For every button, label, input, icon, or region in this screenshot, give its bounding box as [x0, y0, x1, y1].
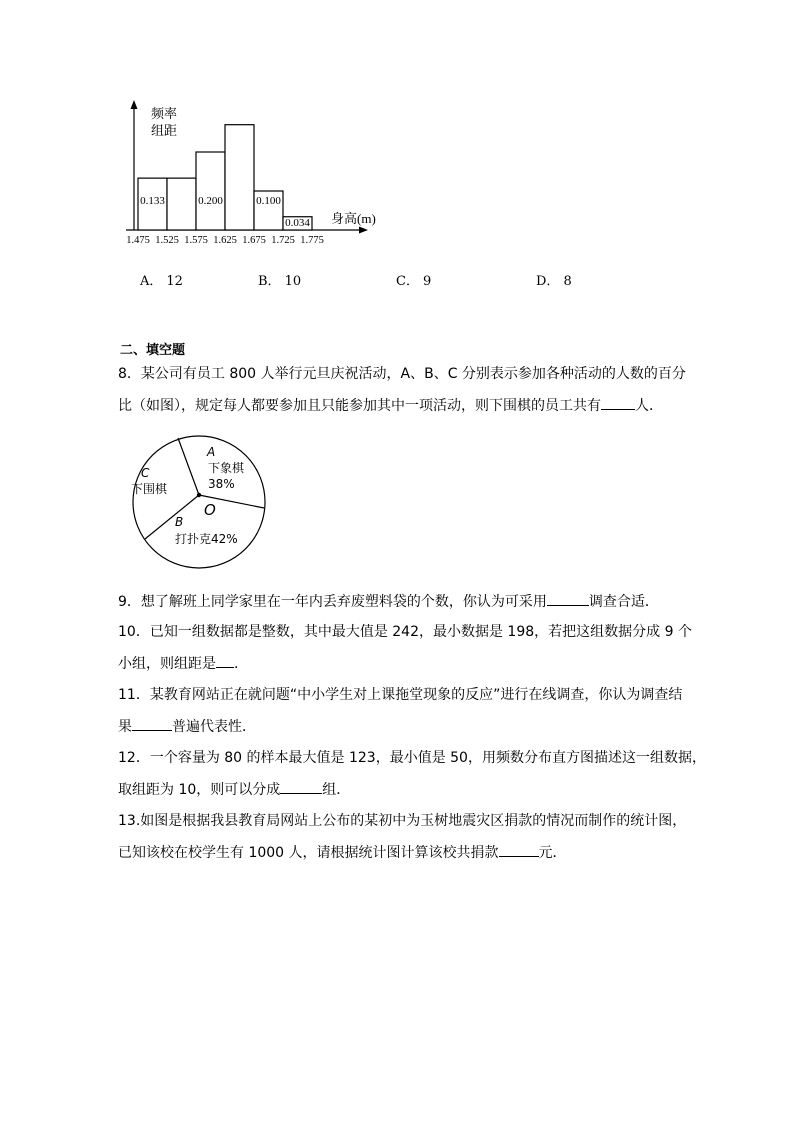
histogram-bar [196, 152, 225, 230]
x-tick-label: 1.475 [126, 235, 150, 246]
x-axis-arrow [359, 227, 368, 234]
pie-chart [128, 432, 273, 570]
x-tick-label: 1.625 [213, 235, 237, 246]
question-8-line-1: 8．某公司有员工 800 人举行元旦庆祝活动，A、B、C 分别表示参加各种活动的人数的百分 [118, 366, 686, 382]
histogram-bar [225, 125, 254, 230]
question-11-suffix: 普遍代表性． [172, 719, 256, 735]
pie-label-c-name: 下围棋 [131, 482, 168, 496]
x-tick-label: 1.775 [300, 235, 324, 246]
question-9-blank[interactable] [547, 591, 589, 606]
question-10-suffix: . [234, 656, 239, 672]
histogram-chart [118, 95, 398, 255]
bar-value-label: 0.133 [140, 195, 165, 207]
question-8-text: 比（如图），规定每人都要参加且只能参加其中一项活动，则下围棋的员工共有 [118, 398, 601, 414]
question-13-suffix: 元． [538, 845, 567, 861]
question-13-blank[interactable] [499, 842, 539, 857]
choice-a-value: 12 [166, 274, 183, 289]
pie-center-dot [197, 493, 201, 497]
choice-c[interactable] [396, 270, 431, 289]
pie-svg [128, 432, 273, 570]
choice-d[interactable] [536, 270, 572, 289]
choice-b-value: 10 [284, 274, 302, 289]
choice-d-letter: D． [536, 274, 560, 289]
bar-value-label: 0.100 [256, 195, 281, 207]
choice-d-value: 8 [563, 274, 572, 289]
pie-label-b-letter: B [175, 515, 184, 529]
question-9-text: 9．想了解班上同学家里在一年内丢弃废塑料袋的个数，你认为可采用 [118, 594, 547, 610]
section-title: 二、填空题 [120, 343, 186, 358]
bar-value-label: 0.034 [285, 217, 310, 229]
choice-b[interactable] [258, 270, 301, 289]
y-axis-label-top: 频率 [151, 106, 178, 121]
choice-a-letter: A． [140, 274, 163, 289]
question-9 [118, 591, 688, 612]
choice-b-letter: B． [258, 274, 281, 289]
question-10-line-1: 10．已知一组数据都是整数，其中最大值是 242，最小数据是 198，若把这组数据分成 9 个 [118, 624, 692, 640]
x-tick-label: 1.575 [184, 235, 208, 246]
bar-value-label: 0.200 [198, 195, 223, 207]
question-10-blank[interactable] [216, 653, 234, 668]
question-12-suffix: 组． [322, 782, 351, 798]
question-10-text: 小组，则组距是 [118, 656, 216, 672]
question-12-line-1: 12．一个容量为 80 的样本最大值是 123，最小值是 50，用频数分布直方图描述这一组数据， [118, 750, 706, 766]
x-tick-label: 1.525 [155, 235, 179, 246]
question-8-line-2 [118, 395, 688, 416]
question-8-suffix: 人． [635, 398, 663, 414]
histogram-bar [167, 178, 196, 230]
choice-c-letter: C． [396, 274, 419, 289]
histogram-tick-labels [126, 235, 324, 246]
pie-label-a-letter: A [207, 445, 216, 459]
question-11-line-1: 11．某教育网站正在就问题“中小学生对上课拖堂现象的反应”进行在线调查，你认为调查结 [118, 687, 683, 703]
choice-c-value: 9 [422, 274, 432, 289]
question-12-text: 取组距为 10，则可以分成 [118, 782, 281, 798]
pie-label-a-name: 下象棋 [208, 461, 245, 475]
histogram-svg [118, 95, 398, 255]
x-axis-label: 身高(m) [331, 211, 376, 226]
question-11-line-2 [118, 716, 688, 737]
question-12-blank[interactable] [280, 779, 322, 794]
answer-choices [140, 270, 740, 290]
question-9-suffix: 调查合适． [588, 594, 659, 610]
question-11-blank[interactable] [132, 716, 172, 731]
pie-label-a-percent: 38% [208, 477, 235, 491]
question-8-blank[interactable] [601, 395, 635, 410]
question-13-text: 已知该校在校学生有 1000 人，请根据统计图计算该校共捐款 [118, 845, 499, 861]
question-10-line-2 [118, 653, 688, 674]
pie-label-b: 打扑克42% [175, 532, 238, 546]
y-axis-label-bottom: 组距 [151, 123, 178, 138]
y-axis-arrow [131, 100, 138, 109]
pie-label-c-letter: C [141, 466, 150, 480]
question-11-text: 果 [118, 719, 132, 735]
question-13-line-2 [118, 842, 688, 863]
x-tick-label: 1.675 [242, 235, 266, 246]
histogram-bars [138, 125, 312, 230]
choice-a[interactable] [140, 270, 183, 289]
question-12-line-2 [118, 779, 688, 800]
pie-center-label: O [204, 501, 216, 519]
x-tick-label: 1.725 [271, 235, 295, 246]
pie-circle [133, 436, 265, 568]
question-13-line-1: 13.如图是根据我县教育局网站上公布的某初中为玉树地震灾区捐款的情况而制作的统计图， [118, 813, 687, 829]
